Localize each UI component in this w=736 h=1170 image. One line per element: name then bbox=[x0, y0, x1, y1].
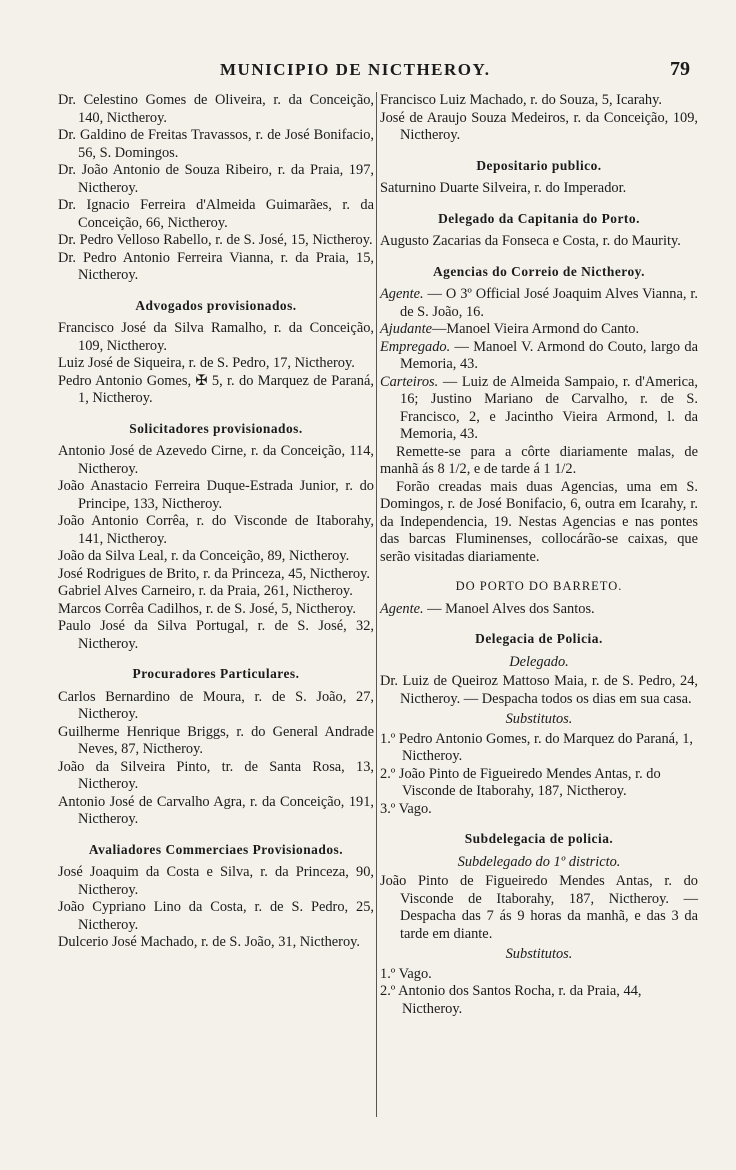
list-item: João Antonio Corrêa, r. do Visconde de Itaborahy, 141, Nictheroy. bbox=[58, 513, 374, 547]
section-heading-avaliadores: Avaliadores Commerciaes Provisionados. bbox=[88, 841, 344, 857]
agencias-paragraph: Forão creadas mais duas Agencias, uma em S. Domingos, r. de José Bonifacio, 6, outra em Icarahy, r. da Independencia, 19. Nestas Agencias e nas pontes das barcas Fluminenses, collocárão-se caixas, que serão visitadas diariamente. bbox=[380, 478, 698, 565]
entry-text: —Manoel Vieira Armond do Canto. bbox=[431, 321, 640, 337]
list-item: Gabriel Alves Carneiro, r. da Praia, 261, Nictheroy. bbox=[58, 583, 353, 599]
list-item: Saturnino Duarte Silveira, r. do Imperador. bbox=[380, 180, 627, 196]
entry-text: Pedro Antonio Gomes, r. do Marquez do Paraná, 1, Nictheroy. bbox=[398, 730, 694, 764]
entry-text: — Manoel V. Armond do Couto, largo da Memoria, 43. bbox=[400, 338, 698, 372]
list-item: José Joaquim da Costa e Silva, r. da Princeza, 90, Nictheroy. bbox=[58, 864, 374, 898]
section-heading-solicitadores: Solicitadores provisionados. bbox=[129, 420, 303, 436]
section-heading-policia: Delegacia de Policia. bbox=[475, 631, 603, 646]
page-number: 79 bbox=[670, 58, 690, 80]
list-item bbox=[380, 801, 698, 819]
list-item: João Cypriano Lino da Costa, r. de S. Pedro, 25, Nictheroy. bbox=[58, 899, 374, 933]
list-item: Augusto Zacarias da Fonseca e Costa, r. do Maurity. bbox=[380, 233, 681, 249]
item-number: 2.º bbox=[380, 983, 396, 999]
item-number: 3.º bbox=[380, 800, 396, 817]
empregado-entry bbox=[380, 339, 698, 374]
list-item: Guilherme Henrique Briggs, r. do General Andrade Neves, 87, Nictheroy. bbox=[58, 723, 374, 757]
section-heading-correio: Agencias do Correio de Nictheroy. bbox=[432, 263, 645, 279]
right-column bbox=[380, 92, 698, 1018]
entry-text: Antonio dos Santos Rocha, r. da Praia, 44, Nictheroy. bbox=[398, 983, 642, 1017]
list-item bbox=[380, 731, 698, 766]
list-item: Antonio José de Azevedo Cirne, r. da Conceição, 114, Nictheroy. bbox=[58, 443, 374, 477]
list-item: Antonio José de Carvalho Agra, r. da Conceição, 191, Nictheroy. bbox=[58, 793, 374, 827]
entry-text: João Pinto de Figueiredo Mendes Antas, r. do Visconde de Itaborahy, 187, Nictheroy. bbox=[398, 765, 661, 799]
entry-text: — O 3º Official José Joaquim Alves Vianna, r. de S. João, 16. bbox=[400, 286, 698, 320]
subheading-subdelegado: Subdelegado do 1º districto. bbox=[457, 853, 621, 870]
subheading-delegado: Delegado. bbox=[509, 653, 569, 670]
item-number: 2.º bbox=[380, 765, 396, 782]
list-item: Dr. Pedro Antonio Ferreira Vianna, r. da Praia, 15, Nictheroy. bbox=[58, 249, 374, 283]
list-item: Dulcerio José Machado, r. de S. João, 31, Nictheroy. bbox=[58, 934, 360, 950]
role-label: Ajudante bbox=[380, 321, 432, 337]
entry-text: — Manoel Alves dos Santos. bbox=[423, 600, 595, 617]
role-label: Agente. bbox=[380, 600, 424, 617]
list-item: Dr. Pedro Velloso Rabello, r. de S. José, 15, Nictheroy. bbox=[58, 232, 373, 248]
section-heading-capitania: Delegado da Capitania do Porto. bbox=[438, 210, 640, 226]
list-item: Dr. Ignacio Ferreira d'Almeida Guimarães, r. da Conceição, 66, Nictheroy. bbox=[58, 197, 374, 231]
item-number: 1.º bbox=[380, 730, 396, 747]
ajudante-entry bbox=[380, 321, 698, 339]
section-heading-depositario: Depositario publico. bbox=[476, 157, 602, 173]
role-label: Agente. bbox=[380, 286, 424, 302]
item-number: 1.º bbox=[380, 965, 396, 982]
list-item: Dr. Luiz de Queiroz Mattoso Maia, r. de S. Pedro, 24, Nictheroy. — Despacha todos os dias em sua casa. bbox=[380, 673, 698, 707]
running-title: MUNICIPIO DE NICTHEROY. bbox=[220, 60, 491, 79]
section-heading-subdelegacia: Subdelegacia de policia. bbox=[464, 831, 614, 846]
left-column bbox=[58, 92, 374, 952]
list-item: Dr. João Antonio de Souza Ribeiro, r. da Praia, 197, Nictheroy. bbox=[58, 162, 374, 196]
list-item: José de Araujo Souza Medeiros, r. da Conceição, 109, Nictheroy. bbox=[380, 109, 698, 143]
entry-text: Vago. bbox=[398, 965, 432, 982]
subheading-substitutos-2: Substitutos. bbox=[505, 946, 573, 962]
list-item: Dr. Celestino Gomes de Oliveira, r. da Conceição, 140, Nictheroy. bbox=[58, 92, 374, 126]
barreto-entry bbox=[380, 601, 698, 619]
list-item: João Pinto de Figueiredo Mendes Antas, r. do Visconde de Itaborahy, 187, Nictheroy. — Despacha das 7 ás 9 horas da manhã, e das 3 da tarde em diante. bbox=[380, 873, 698, 942]
list-item bbox=[380, 766, 698, 801]
section-heading-barreto: DO PORTO DO BARRETO. bbox=[455, 579, 623, 593]
list-item bbox=[380, 966, 698, 984]
list-item bbox=[380, 983, 698, 1018]
list-item: Carlos Bernardino de Moura, r. de S. João, 27, Nictheroy. bbox=[58, 688, 374, 722]
list-item: Paulo José da Silva Portugal, r. de S. José, 32, Nictheroy. bbox=[58, 618, 374, 652]
list-item: Dr. Galdino de Freitas Travassos, r. de José Bonifacio, 56, S. Domingos. bbox=[58, 127, 374, 161]
subheading-substitutos: Substitutos. bbox=[505, 711, 573, 727]
section-heading-advogados: Advogados provisionados. bbox=[135, 297, 297, 313]
list-item: Luiz José de Siqueira, r. de S. Pedro, 17, Nictheroy. bbox=[58, 355, 355, 371]
list-item: José Rodrigues de Brito, r. da Princeza, 45, Nictheroy. bbox=[58, 565, 370, 582]
list-item: João da Silveira Pinto, tr. de Santa Rosa, 13, Nictheroy. bbox=[58, 758, 374, 792]
list-item: Marcos Corrêa Cadilhos, r. de S. José, 5, Nictheroy. bbox=[58, 600, 357, 617]
list-item: João da Silva Leal, r. da Conceição, 89, Nictheroy. bbox=[58, 548, 350, 564]
carteiros-entry bbox=[380, 374, 698, 444]
entry-text: Vago. bbox=[398, 800, 432, 817]
role-label: Carteiros. bbox=[380, 373, 439, 390]
entry-text: — Luiz de Almeida Sampaio, r. d'America, 16; Justino Mariano de Carvalho, r. de S. Francisco, 2, e Jacintho Vieira Armond, l. da Memoria, 43. bbox=[400, 373, 698, 442]
agente-entry bbox=[380, 286, 698, 321]
remessa-paragraph: Remette-se para a côrte diariamente malas, de manhã ás 8 1/2, e de tarde á 1 1/2. bbox=[380, 443, 698, 477]
list-item: João Anastacio Ferreira Duque-Estrada Junior, r. do Principe, 133, Nictheroy. bbox=[58, 478, 374, 512]
role-label: Empregado. bbox=[380, 338, 451, 355]
list-item: Francisco José da Silva Ramalho, r. da Conceição, 109, Nictheroy. bbox=[58, 320, 374, 354]
section-heading-procuradores: Procuradores Particulares. bbox=[132, 666, 300, 681]
column-divider bbox=[376, 92, 377, 1117]
list-item: Francisco Luiz Machado, r. do Souza, 5, Icarahy. bbox=[380, 92, 662, 108]
page-header bbox=[60, 58, 690, 84]
list-item: Pedro Antonio Gomes, ✠ 5, r. do Marquez de Paraná, 1, Nictheroy. bbox=[58, 372, 374, 406]
